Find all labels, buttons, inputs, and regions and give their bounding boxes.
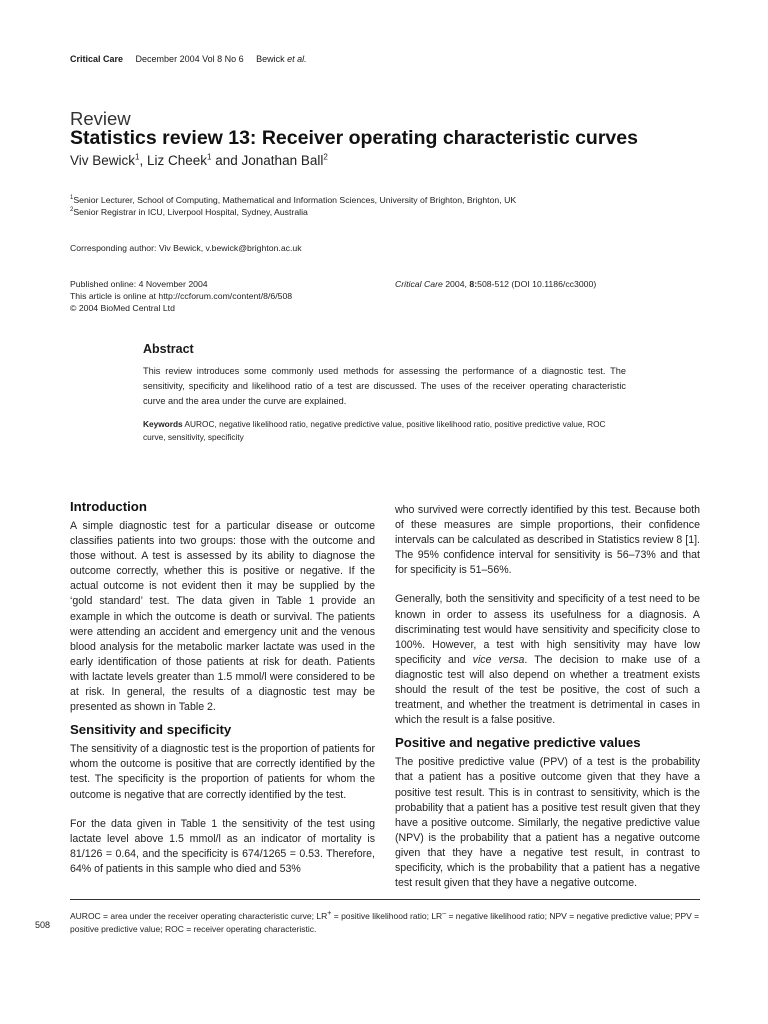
paragraph: The positive predictive value (PPV) of a test is the probability that a patient has a positive outcome given that they have a positive test result. This is in contrast to sensitivity, which is the probability that a patient has a positive test result given that they have a positive outcome. Similarly, the negative predictive value (NPV) is the probability that a patient has a negative outcome given that they have a negative test result, in contrast to specificity, which is the probability that a patient has a negative test result given that they have a negative outcome. <box>395 756 700 890</box>
affiliation-1: $^1$Senior Lecturer, School of Computing, Mathematical and Information Sciences, University of Brighton, Brighton, UK <box>70 195 517 205</box>
journal-name: Critical Care <box>70 54 124 64</box>
body-column-left <box>70 498 375 891</box>
paragraph: A simple diagnostic test for a particular disease or outcome classifies patients into two groups: those with the outcome and those without. A test is assessed by its ability to diagnose the outcome correctly, whether this is positive or negative. If the actual outcome is not evident then it may be supplied by the ‘gold standard’ test. The data given in Table 1 provide an example in which the outcome is death or survival. The patients were attending an accident and emergency unit and the venous blood analysis for the metabolic marker lactate was used in the early identification of those patients at risk for death. Patients with lactate levels greater than 1.5 mmol/l were considered to be at risk. In general, the results of a diagnostic test may be presented as shown in Table 2. <box>70 520 375 714</box>
running-author: Bewick et al. <box>256 54 307 64</box>
page-number: 508 <box>35 920 51 930</box>
paragraph: The sensitivity of a diagnostic test is the proportion of patients for whom the outcome is positive that are correctly identified by the test. The specificity is the proportion of patients for whom the outcome is negative that are correctly identified by the test. <box>70 743 375 801</box>
article-type: Review <box>70 108 131 129</box>
running-head <box>70 54 317 64</box>
paragraph: who survived were correctly identified by this test. Because both of these measures are simple proportions, their confidence intervals can be calculated as described in Statistics review 8 [1]. The 95% confidence interval for sensitivity is 56–73% and that for specificity is 51–56%. <box>395 504 700 577</box>
abstract-text: This review introduces some commonly used methods for assessing the performance of a diagnostic test. The sensitivity, specificity and likelihood ratio of a test are discussed. The uses of the receiver operating characteristic curve and the area under the curve are explained. <box>143 366 626 406</box>
online-link[interactable]: This article is online at http://ccforum.com/content/8/6/508 <box>70 291 293 301</box>
section-heading-introduction: Introduction <box>70 499 147 514</box>
issue-info: December 2004 Vol 8 No 6 <box>135 54 244 64</box>
author-list: Viv Bewick$^1$, Liz Cheek$^1$ and Jonathan Ball$^2$ <box>70 152 328 168</box>
keywords: Keywords AUROC, negative likelihood ratio, negative predictive value, positive likelihood ratio, positive predictive value, ROC curve, sensitivity, specificity <box>143 419 606 442</box>
published-date: Published online: 4 November 2004 <box>70 279 208 289</box>
author-name: Jonathan Ball <box>241 153 324 168</box>
body-column-right <box>395 503 700 905</box>
corresponding-author: Corresponding author: Viv Bewick, v.bewick@brighton.ac.uk <box>70 243 302 253</box>
affiliation-2: $^2$Senior Registrar in ICU, Liverpool Hospital, Sydney, Australia <box>70 207 308 217</box>
paragraph: Generally, both the sensitivity and specificity of a test need to be known in order to assess its usefulness for a diagnosis. A discriminating test would have sensitivity and specificity close to 100%. However, a test with high sensitivity may have low specificity and vice versa. The decision to make use of a diagnostic test will also depend on whether a treatment exists should the result of the test be positive, the cost of such a treatment, and whether the treatment is detrimental in cases in which the result is a false positive. <box>395 593 701 727</box>
section-heading-sensitivity: Sensitivity and specificity <box>70 722 232 738</box>
footnote-divider <box>70 899 700 900</box>
publication-info <box>70 278 292 314</box>
author-name: Viv Bewick <box>70 153 136 168</box>
copyright: © 2004 BioMed Central Ltd <box>70 303 175 313</box>
article-title: Statistics review 13: Receiver operating characteristic curves <box>70 127 638 149</box>
author-name: Liz Cheek <box>147 153 208 168</box>
abstract-heading: Abstract <box>143 342 194 356</box>
section-heading-predictive-values: Positive and negative predictive values <box>395 735 641 751</box>
abbreviations-footnote: AUROC = area under the receiver operating characteristic curve; LR+ = positive likelihood ratio; LR– = negative likelihood ratio; NPV = negative predictive value; PPV = positive predictive value; ROC = receiver operating characteristic. <box>70 909 700 934</box>
paragraph: For the data given in Table 1 the sensitivity of the test using lactate level above 1.5 mmol/l as an indicator of mortality is 81/126 = 0.64, and the specificity is 674/1265 = 0.53. Therefore, 64% of patients in this sample who died and 53% <box>70 817 375 875</box>
citation: Critical Care 2004, 8:508-512 (DOI 10.1186/cc3000) <box>395 279 597 289</box>
